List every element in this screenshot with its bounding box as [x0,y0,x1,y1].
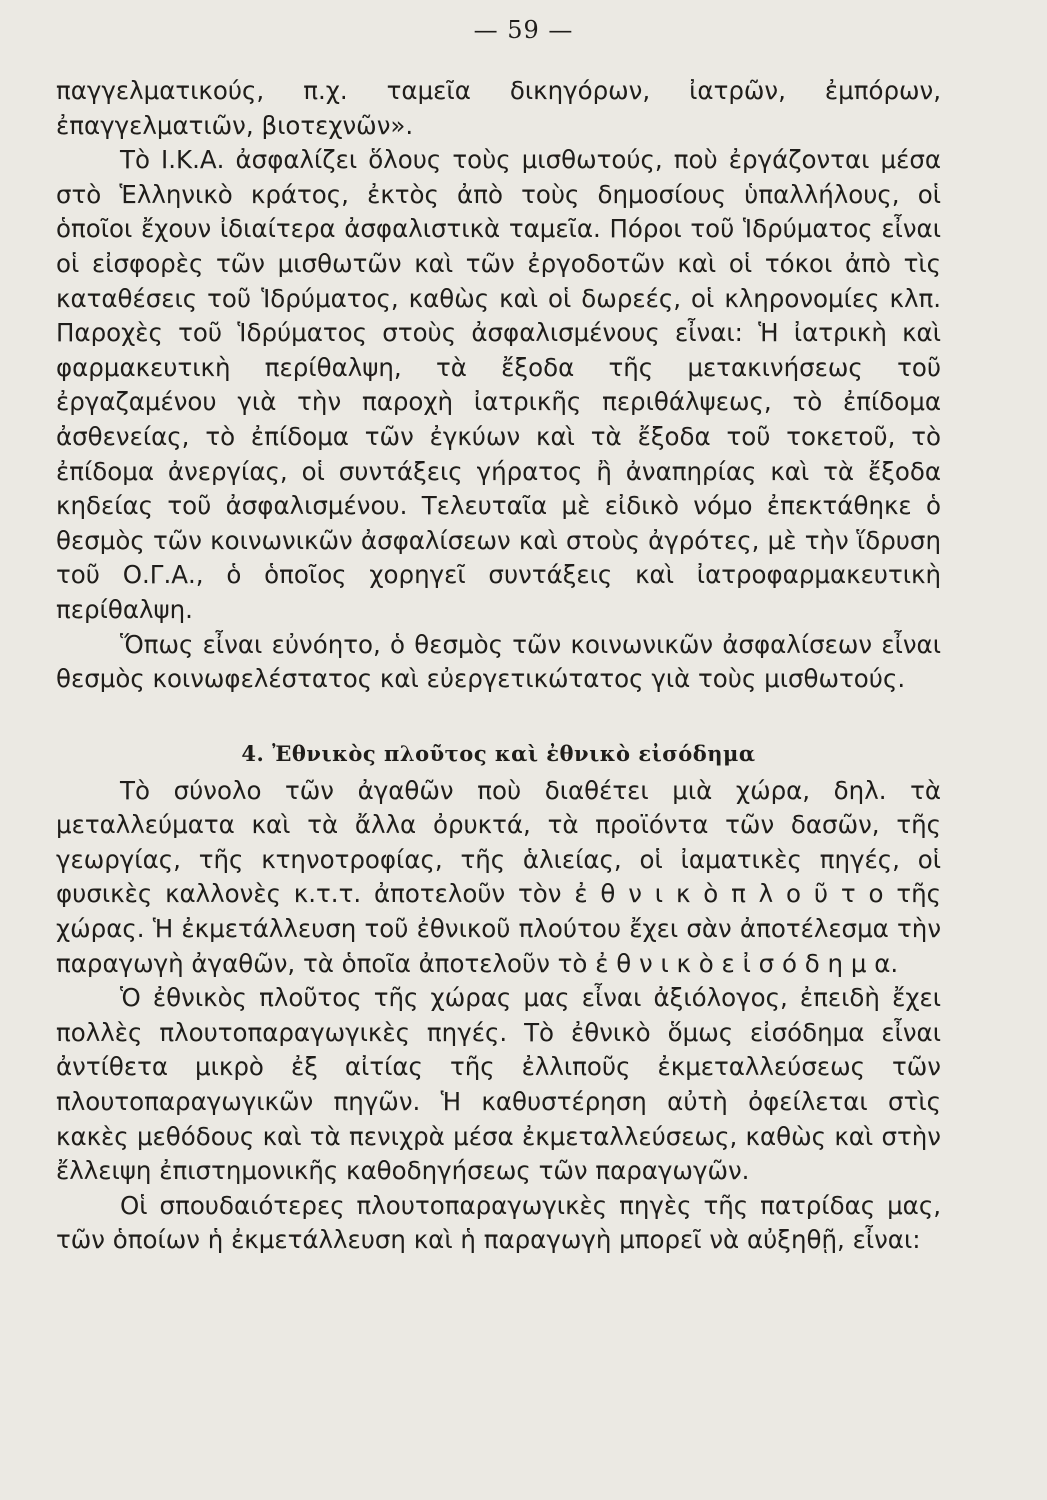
paragraph-national-income: Ὁ ἐθνικὸς πλοῦτος τῆς χώρας μας εἶναι ἀξιόλογος, ἐπειδὴ ἔχει πολλὲς πλουτοπαραγωγικὲς πηγές. Τὸ ἐθνικὸ ὅμως εἰσόδημα εἶναι ἀντίθετα μικρὸ ἐξ αἰτίας τῆς ἐλλιποῦς ἐκμεταλλεύσεως τῶν πλουτοπαραγωγικῶν πηγῶν. Ἡ καθυστέρηση αὐτὴ ὀφείλεται στὶς κακὲς μεθόδους καὶ τὰ πενιχρὰ μέσα ἐκμεταλλεύσεως, καθὼς καὶ στὴν ἔλλειψη ἐπιστημονικῆς καθοδηγήσεως τῶν παραγωγῶν. [56,983,941,1186]
page-number: — 59 — [473,16,574,44]
section-heading: 4. Ἐθνικὸς πλοῦτος καὶ ἐθνικὸ εἰσόδημα [241,740,756,766]
paragraph-sources: Οἱ σπουδαιότερες πλουτοπαραγωγικὲς πηγὲς τῆς πατρίδας μας, τῶν ὁποίων ἡ ἐκμετάλλευση καὶ ἡ παραγωγὴ μπορεῖ νὰ αὐξηθῇ, εἶναι: [56,1190,941,1255]
paragraph-national-wealth: Τὸ σύνολο τῶν ἀγαθῶν ποὺ διαθέτει μιὰ χώρα, δηλ. τὰ μεταλλεύματα καὶ τὰ ἄλλα ὀρυκτά, τὰ προϊόντα τῶν δασῶν, τῆς γεωργίας, τῆς κτηνοτροφίας, τῆς ἁλιείας, οἱ ἰαματικὲς πηγές, οἱ φυσικὲς καλλονὲς κ.τ.τ. ἀποτελοῦν τὸν ἐ θ ν ι κ ὸ π λ ο ῦ τ ο τῆς χώρας. Ἡ ἐκμετάλλευση τοῦ ἐθνικοῦ πλούτου ἔχει σὰν ἀποτέλεσμα τὴν παραγωγὴ ἀγαθῶν, τὰ ὁποῖα ἀποτελοῦν τὸ ἐ θ ν ι κ ὸ ε ἰ σ ό δ η μ α. [56,775,941,978]
page-body [56,74,941,1258]
paragraph-conclusion: Ὅπως εἶναι εὐνόητο, ὁ θεσμὸς τῶν κοινωνικῶν ἀσφαλίσεων εἶναι θεσμὸς κοινωφελέστατος καὶ εὐεργετικώτατος γιὰ τοὺς μισθωτούς. [56,629,941,694]
paragraph-ika: Τὸ Ι.Κ.Α. ἀσφαλίζει ὅλους τοὺς μισθωτούς, ποὺ ἐργάζονται μέσα στὸ Ἑλληνικὸ κράτος, ἐκτὸς ἀπὸ τοὺς δημοσίους ὑπαλλήλους, οἱ ὁποῖοι ἔχουν ἰδιαίτερα ἀσφαλιστικὰ ταμεῖα. Πόροι τοῦ Ἱδρύματος εἶναι οἱ εἰσφορὲς τῶν μισθωτῶν καὶ τῶν ἐργοδοτῶν καὶ οἱ τόκοι ἀπὸ τὶς καταθέσεις τοῦ Ἱδρύματος, καθὼς καὶ οἱ δωρεές, οἱ κληρονομίες κλπ. Παροχὲς τοῦ Ἱδρύματος στοὺς ἀσφαλισμένους εἶναι: Ἡ ἰατρικὴ καὶ φαρμακευτικὴ περίθαλψη, τὰ ἔξοδα τῆς μετακινήσεως τοῦ ἐργαζαμένου γιὰ τὴν παροχὴ ἰατρικῆς περιθάλψεως, τὸ ἐπίδομα ἀσθενείας, τὸ ἐπίδομα τῶν ἐγκύων καὶ τὰ ἔξοδα τοῦ τοκετοῦ, τὸ ἐπίδομα ἀνεργίας, οἱ συντάξεις γήρατος ἢ ἀναπηρίας καὶ τὰ ἔξοδα κηδείας τοῦ ἀσφαλισμένου. Τελευταῖα μὲ εἰδικὸ νόμο ἐπεκτάθηκε ὁ θεσμὸς τῶν κοινωνικῶν ἀσφαλίσεων καὶ στοὺς ἀγρότες, μὲ τὴν ἵδρυση τοῦ Ο.Γ.Α., ὁ ὁποῖος χορηγεῖ συντάξεις καὶ ἰατροφαρμακευτικὴ περίθαλψη. [56,145,941,624]
paragraph-continuation: παγγελματικούς, π.χ. ταμεῖα δικηγόρων, ἰατρῶν, ἐμπόρων, ἐπαγγελματιῶν, βιοτεχνῶν». [56,76,941,140]
